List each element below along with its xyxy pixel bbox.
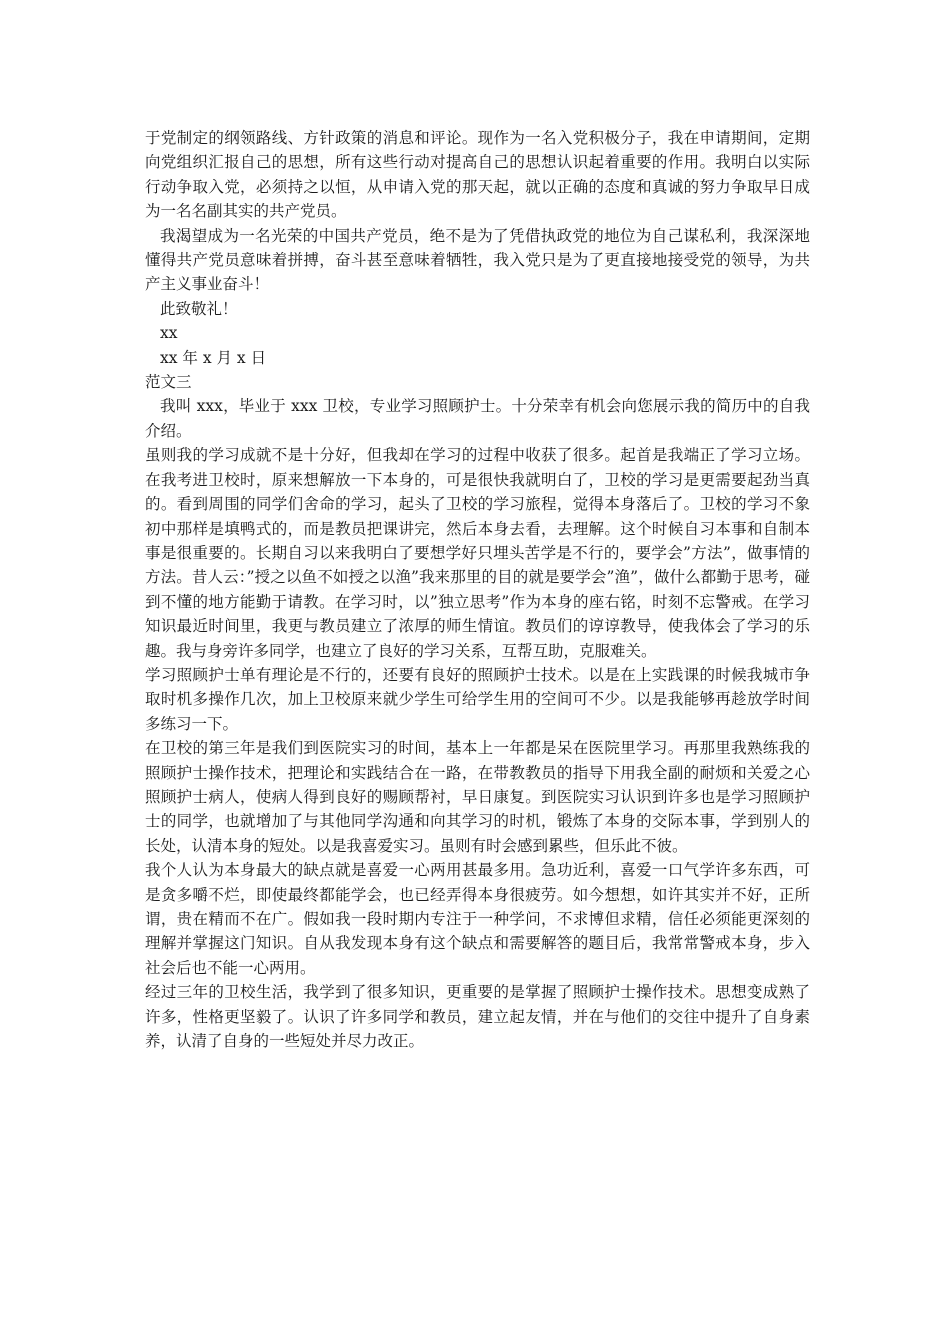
closing-salutation: 此致敬礼！ xyxy=(160,299,238,318)
paragraph-study: 虽则我的学习成就不是十分好，但我却在学习的过程中收获了很多。起首是我端正了学习立场。在我考进卫校时，原来想解放一下本身的，可是很快我就明白了，卫校的学习是更需要起劲当真的。看到周围的同学们舍命的学习，起头了卫校的学习旅程，觉得本身落后了。卫校的学习不象初中那样是填鸭式的，而是教员把课讲完，然后本身去看，去理解。这个时候自习本事和自制本事是很重要的。长期自习以来我明白了要想学好只埋头苦学是不行的，要学会”方法”，做事情的方法。昔人云：”授之以鱼不如授之以渔”我来那里的目的就是要学会”渔”，做什么都勤于思考，碰到不懂的地方能勤于请教。在学习时，以”独立思考”作为本身的座右铭，时刻不忘警戒。在学习知识最近时间里，我更与教员建立了浓厚的师生情谊。教员们的谆谆教导，使我体会了学习的乐趣。我与身旁许多同学，也建立了良好的学习关系，互帮互助，克服难关。 xyxy=(145,446,810,660)
paragraph-weakness: 我个人认为本身最大的缺点就是喜爱一心两用甚最多用。急功近利，喜爱一口气学许多东西，可是贪多嚼不烂，即使最终都能学会，也已经弄得本身很疲劳。如今想想，如许其实并不好，正所谓，贵在精而不在广。假如我一段时期内专注于一种学问，不求博但求精，信任必须能更深刻的理解并掌握这门知识。自从我发现本身有这个缺点和需要解答的题目后，我常常警戒本身，步入社会后也不能一心两用。 xyxy=(145,861,810,977)
paragraph-self-intro: 我叫 xxx，毕业于 xxx 卫校，专业学习照顾护士。十分荣幸有机会向您展示我的简历中的自我介绍。 xyxy=(145,397,810,440)
paragraph-party-report: 于党制定的纲领路线、方针政策的消息和评论。现作为一名入党积极分子，我在申请期间，定期向党组织汇报自己的思想，所有这些行动对提高自己的思想认识起着重要的作用。我明白以实际行动争取入党，必须持之以恒，从申请入党的那天起，就以正确的态度和真诚的努力争取早日成为一名名副其实的共产党员。 xyxy=(145,129,810,221)
paragraph-internship: 在卫校的第三年是我们到医院实习的时间，基本上一年都是呆在医院里学习。再那里我熟练我的照顾护士操作技术，把理论和实践结合在一路，在带教教员的指导下用我全副的耐烦和关爱之心照顾护士病人，使病人得到良好的赐顾帮衬，早日康复。到医院实习认识到许多也是学习照顾护士的同学，也就增加了与其他同学沟通和向其学习的时机，锻炼了本身的交际本事，学到别人的长处，认清本身的短处。以是我喜爱实习。虽则有时会感到累些，但乐此不彼。 xyxy=(145,739,810,855)
paragraph-practice: 学习照顾护士单有理论是不行的，还要有良好的照顾护士技术。以是在上实践课的时候我城市争取时机多操作几次，加上卫校原来就少学生可给学生用的空间可不少。以是我能够再趁放学时间多练习一下。 xyxy=(145,665,810,733)
paragraph-conclusion: 经过三年的卫校生活，我学到了很多知识，更重要的是掌握了照顾护士操作技术。思想变成熟了许多，性格更坚毅了。认识了许多同学和教员，建立起友情，并在与他们的交往中提升了自身素养，认清了自身的一些短处并尽力改正。 xyxy=(145,983,810,1051)
signature-name: xx xyxy=(160,324,178,343)
section-heading: 范文三 xyxy=(145,373,192,392)
signature-date: xx 年 x 月 x 日 xyxy=(160,348,267,367)
paragraph-party-aspiration: 我渴望成为一名光荣的中国共产党员，绝不是为了凭借执政党的地位为自己谋私利，我深深地懂得共产党员意味着拼搏，奋斗甚至意味着牺牲，我入党只是为了更直接地接受党的领导，为共产主义事业奋斗！ xyxy=(145,226,810,294)
document-body xyxy=(145,126,810,1053)
